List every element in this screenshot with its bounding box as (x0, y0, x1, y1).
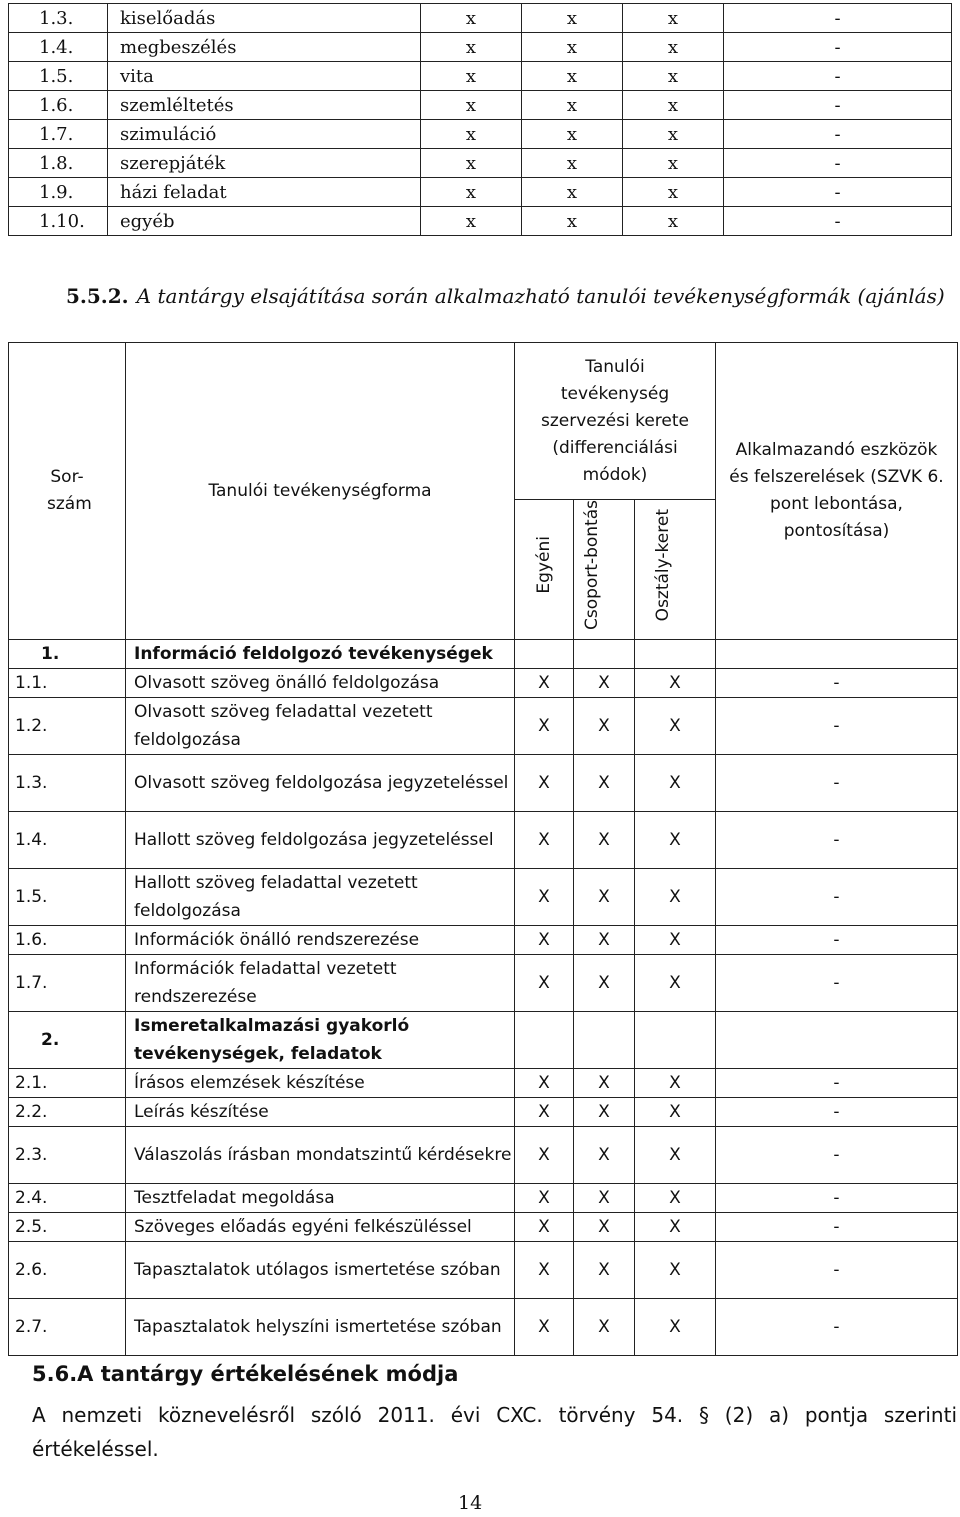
row-number: 1.1. (9, 669, 126, 698)
top-cell-name: szimuláció (108, 120, 421, 149)
top-cell-c1: x (421, 4, 522, 33)
row-cell-c4: - (716, 1213, 958, 1242)
row-cell-c3: X (635, 1069, 716, 1098)
row-activity: Hallott szöveg feladattal vezetett feldolgozása (126, 869, 515, 926)
top-cell-c1: x (421, 91, 522, 120)
row-activity: Szöveges előadás egyéni felkészüléssel (126, 1213, 515, 1242)
row-cell-c2: X (574, 698, 635, 755)
top-cell-c4: - (724, 91, 952, 120)
row-cell-c4 (716, 1012, 958, 1069)
row-cell-c3 (635, 640, 716, 669)
top-cell-num: 1.10. (9, 207, 108, 236)
row-activity: Olvasott szöveg feladattal vezetett feldolgozása (126, 698, 515, 755)
row-cell-c3: X (635, 812, 716, 869)
row-cell-c2: X (574, 1299, 635, 1356)
table-row (9, 955, 958, 1012)
top-cell-name: szemléltetés (108, 91, 421, 120)
row-cell-c4: - (716, 1299, 958, 1356)
row-cell-c2: X (574, 1098, 635, 1127)
row-cell-c3: X (635, 926, 716, 955)
row-cell-c1: X (515, 1242, 574, 1299)
row-number: 1.4. (9, 812, 126, 869)
row-cell-c4: - (716, 1127, 958, 1184)
evaluation-title: 5.6.A tantárgy értékelésének módja (32, 1362, 459, 1386)
row-cell-c1: X (515, 1213, 574, 1242)
row-number: 2.5. (9, 1213, 126, 1242)
row-cell-c2: X (574, 1213, 635, 1242)
top-cell-c3: x (623, 62, 724, 91)
row-activity: Tesztfeladat megoldása (126, 1184, 515, 1213)
header-csoport: Csoport-bontás (574, 500, 635, 640)
row-activity: Leírás készítése (126, 1098, 515, 1127)
top-cell-c2: x (522, 33, 623, 62)
row-cell-c2: X (574, 1242, 635, 1299)
top-cell-name: vita (108, 62, 421, 91)
row-cell-c3: X (635, 869, 716, 926)
table-row (9, 755, 958, 812)
top-cell-num: 1.5. (9, 62, 108, 91)
table-row (9, 698, 958, 755)
row-number: 1.7. (9, 955, 126, 1012)
section-number: 5.5.2. (66, 284, 129, 308)
row-activity: Információ feldolgozó tevékenységek (126, 640, 515, 669)
row-activity: Olvasott szöveg feldolgozása jegyzeteléssel (126, 755, 515, 812)
top-cell-num: 1.9. (9, 178, 108, 207)
row-cell-c2: X (574, 926, 635, 955)
row-cell-c4: - (716, 1184, 958, 1213)
row-number: 2.6. (9, 1242, 126, 1299)
top-cell-num: 1.6. (9, 91, 108, 120)
top-table-row (9, 178, 952, 207)
row-cell-c1: X (515, 755, 574, 812)
table-row (9, 869, 958, 926)
row-cell-c3: X (635, 1299, 716, 1356)
top-cell-name: házi feladat (108, 178, 421, 207)
section-row (9, 1012, 958, 1069)
table-row (9, 1213, 958, 1242)
table-row (9, 669, 958, 698)
row-number: 1.6. (9, 926, 126, 955)
row-number: 2. (9, 1012, 126, 1069)
row-cell-c4: - (716, 698, 958, 755)
page-number: 14 (458, 1492, 483, 1514)
header-osztaly: Osztály-keret (635, 500, 716, 640)
top-cell-c3: x (623, 149, 724, 178)
row-number: 2.4. (9, 1184, 126, 1213)
row-activity: Írásos elemzések készítése (126, 1069, 515, 1098)
row-cell-c2: X (574, 755, 635, 812)
table-row (9, 1127, 958, 1184)
header-frame: Tanulói tevékenység szervezési kerete (differenciálási módok) (515, 343, 716, 500)
row-cell-c4 (716, 640, 958, 669)
table-row (9, 1242, 958, 1299)
top-table-row (9, 120, 952, 149)
row-activity: Hallott szöveg feldolgozása jegyzeteléssel (126, 812, 515, 869)
top-cell-c3: x (623, 91, 724, 120)
top-cell-c2: x (522, 91, 623, 120)
top-cell-c1: x (421, 33, 522, 62)
row-cell-c3: X (635, 755, 716, 812)
row-cell-c1 (515, 640, 574, 669)
top-cell-c4: - (724, 4, 952, 33)
top-cell-name: szerepjáték (108, 149, 421, 178)
row-cell-c2: X (574, 869, 635, 926)
row-number: 1.3. (9, 755, 126, 812)
row-number: 2.3. (9, 1127, 126, 1184)
row-number: 2.7. (9, 1299, 126, 1356)
row-cell-c1: X (515, 669, 574, 698)
top-cell-name: kiselőadás (108, 4, 421, 33)
top-cell-c2: x (522, 149, 623, 178)
row-activity: Válaszolás írásban mondatszintű kérdésekre (126, 1127, 515, 1184)
section-row (9, 640, 958, 669)
row-number: 1.2. (9, 698, 126, 755)
top-table-row (9, 62, 952, 91)
row-cell-c1: X (515, 1127, 574, 1184)
table-row (9, 1069, 958, 1098)
top-cell-c1: x (421, 149, 522, 178)
top-cell-c1: x (421, 120, 522, 149)
top-cell-num: 1.8. (9, 149, 108, 178)
row-cell-c4: - (716, 955, 958, 1012)
row-cell-c1 (515, 1012, 574, 1069)
top-cell-c3: x (623, 207, 724, 236)
row-cell-c1: X (515, 812, 574, 869)
top-cell-c4: - (724, 33, 952, 62)
row-cell-c4: - (716, 1242, 958, 1299)
top-cell-c1: x (421, 178, 522, 207)
row-cell-c4: - (716, 669, 958, 698)
top-table-row (9, 207, 952, 236)
top-cell-num: 1.3. (9, 4, 108, 33)
top-cell-c4: - (724, 120, 952, 149)
top-table-row (9, 91, 952, 120)
header-form: Tanulói tevékenységforma (126, 343, 515, 640)
table-row (9, 1098, 958, 1127)
row-cell-c2 (574, 1012, 635, 1069)
row-cell-c3: X (635, 669, 716, 698)
row-cell-c1: X (515, 1299, 574, 1356)
row-cell-c1: X (515, 1098, 574, 1127)
row-cell-c2: X (574, 1127, 635, 1184)
row-cell-c1: X (515, 955, 574, 1012)
top-table-row (9, 33, 952, 62)
row-cell-c4: - (716, 926, 958, 955)
top-cell-c3: x (623, 4, 724, 33)
row-cell-c3: X (635, 698, 716, 755)
top-cell-num: 1.4. (9, 33, 108, 62)
top-cell-c4: - (724, 207, 952, 236)
table-row (9, 812, 958, 869)
top-cell-name: egyéb (108, 207, 421, 236)
top-cell-c2: x (522, 120, 623, 149)
row-cell-c3: X (635, 1213, 716, 1242)
row-cell-c2: X (574, 955, 635, 1012)
row-cell-c4: - (716, 1098, 958, 1127)
row-cell-c3 (635, 1012, 716, 1069)
top-cell-c2: x (522, 207, 623, 236)
top-cell-num: 1.7. (9, 120, 108, 149)
top-cell-c2: x (522, 178, 623, 207)
top-cell-c4: - (724, 178, 952, 207)
top-cell-c2: x (522, 62, 623, 91)
top-table-row (9, 149, 952, 178)
row-cell-c3: X (635, 955, 716, 1012)
top-cell-c2: x (522, 4, 623, 33)
header-sorszam: Sor-szám (9, 343, 126, 640)
row-cell-c3: X (635, 1127, 716, 1184)
section-heading (66, 280, 946, 312)
row-cell-c4: - (716, 755, 958, 812)
row-activity: Információk feladattal vezetett rendszerezése (126, 955, 515, 1012)
row-cell-c1: X (515, 1184, 574, 1213)
row-cell-c1: X (515, 869, 574, 926)
top-cell-c3: x (623, 178, 724, 207)
table-row (9, 1184, 958, 1213)
row-activity: Olvasott szöveg önálló feldolgozása (126, 669, 515, 698)
activity-forms-table (8, 342, 958, 1356)
top-cell-c1: x (421, 62, 522, 91)
top-cell-c4: - (724, 62, 952, 91)
evaluation-body: A nemzeti köznevelésről szóló 2011. évi CXC. törvény 54. § (2) a) pontja szerinti értékeléssel. (32, 1403, 957, 1461)
table-row (9, 1299, 958, 1356)
row-cell-c4: - (716, 812, 958, 869)
row-number: 1.5. (9, 869, 126, 926)
row-activity: Ismeretalkalmazási gyakorló tevékenységek, feladatok (126, 1012, 515, 1069)
row-cell-c3: X (635, 1098, 716, 1127)
row-cell-c2: X (574, 812, 635, 869)
row-number: 2.2. (9, 1098, 126, 1127)
row-cell-c2: X (574, 669, 635, 698)
row-activity: Információk önálló rendszerezése (126, 926, 515, 955)
row-cell-c1: X (515, 926, 574, 955)
top-cell-c1: x (421, 207, 522, 236)
top-cell-name: megbeszélés (108, 33, 421, 62)
row-cell-c2: X (574, 1069, 635, 1098)
top-method-table (8, 3, 952, 236)
header-row-top (9, 343, 958, 500)
header-tools: Alkalmazandó eszközök és felszerelések (SZVK 6. pont lebontása, pontosítása) (716, 343, 958, 640)
table-row (9, 926, 958, 955)
row-activity: Tapasztalatok utólagos ismertetése szóban (126, 1242, 515, 1299)
row-cell-c4: - (716, 1069, 958, 1098)
row-activity: Tapasztalatok helyszíni ismertetése szóban (126, 1299, 515, 1356)
header-egyeni: Egyéni (515, 500, 574, 640)
row-cell-c4: - (716, 869, 958, 926)
top-cell-c4: - (724, 149, 952, 178)
row-cell-c3: X (635, 1242, 716, 1299)
row-number: 2.1. (9, 1069, 126, 1098)
row-number: 1. (9, 640, 126, 669)
row-cell-c2: X (574, 1184, 635, 1213)
row-cell-c2 (574, 640, 635, 669)
top-cell-c3: x (623, 120, 724, 149)
top-table-row (9, 4, 952, 33)
row-cell-c3: X (635, 1184, 716, 1213)
row-cell-c1: X (515, 698, 574, 755)
row-cell-c1: X (515, 1069, 574, 1098)
section-title: A tantárgy elsajátítása során alkalmazható tanulói tevékenységformák (ajánlás) (136, 284, 945, 308)
top-cell-c3: x (623, 33, 724, 62)
